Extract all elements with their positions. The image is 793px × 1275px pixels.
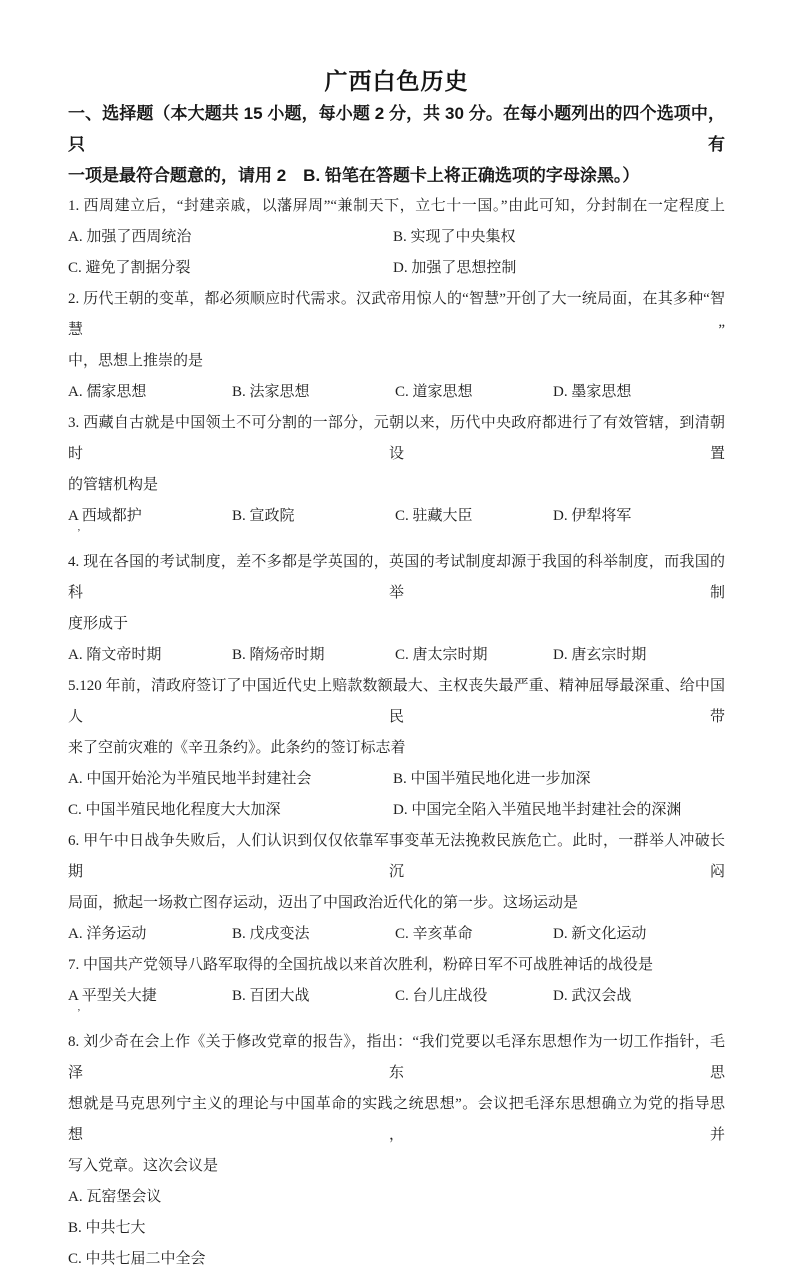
question-8: [68, 1027, 725, 1275]
question-3-stem-line-1: 3. 西藏自古就是中国领土不可分割的一部分，元朝以来，历代中央政府都进行了有效管辖，到清朝时设置: [68, 415, 725, 462]
question-5-options-row-2: [68, 795, 725, 826]
question-7: [68, 950, 725, 1019]
question-4-stem-line-2: 度形成于: [68, 616, 129, 632]
question-3-option-a: A 西域都护: [68, 508, 142, 524]
stray-mark: ’: [77, 1007, 81, 1019]
question-2-option-a: A. 儒家思想: [68, 384, 147, 400]
question-7-option-b: B. 百团大战: [232, 988, 310, 1004]
page-title: 广西白色历史: [324, 68, 469, 94]
question-6: [68, 826, 725, 950]
question-1-options-row-1: [68, 222, 725, 253]
question-4-option-b: B. 隋炀帝时期: [232, 647, 325, 663]
question-5-option-d: D. 中国完全陷入半殖民地半封建社会的深渊: [393, 802, 682, 818]
question-2-option-b: B. 法家思想: [232, 384, 310, 400]
question-1-options-row-2: [68, 253, 725, 284]
question-1-option-a: A. 加强了西周统治: [68, 229, 192, 245]
question-6-option-b: B. 戊戌变法: [232, 926, 310, 942]
question-5-option-a: A. 中国开始沦为半殖民地半封建社会: [68, 771, 312, 787]
question-8-option-b: B. 中共七大: [68, 1220, 146, 1236]
question-2: [68, 284, 725, 408]
stray-mark: ’: [77, 527, 81, 539]
question-7-option-d: D. 武汉会战: [553, 988, 632, 1004]
question-3-options-row: [68, 501, 725, 539]
question-2-stem-line-2: 中，思想上推崇的是: [68, 353, 204, 369]
question-6-option-d: D. 新文化运动: [553, 926, 647, 942]
question-5-stem-line-1: 5.120 年前，清政府签订了中国近代史上赔款数额最大、主权丧失最严重、精神屈辱最深重、给中国人民带: [68, 678, 725, 725]
question-3: [68, 408, 725, 539]
question-7-stem: 7. 中国共产党领导八路军取得的全国抗战以来首次胜利，粉碎日军不可战胜神话的战役是: [68, 957, 654, 973]
question-1-stem: 1. 西周建立后，“封建亲戚，以藩屏周”“兼制天下，立七十一国。”由此可知，分封制在一定程度上: [68, 198, 725, 214]
section-heading-line-2: 一项是最符合题意的，请用 2 B. 铅笔在答题卡上将正确选项的字母涂黑。）: [68, 166, 640, 185]
question-8-options-stack: [68, 1182, 725, 1275]
question-7-option-c: C. 台儿庄战役: [395, 988, 488, 1004]
question-8-stem-line-2: 想就是马克思列宁主义的理论与中国革命的实践之统思想”。会议把毛泽东思想确立为党的指导思想，并: [68, 1096, 725, 1143]
question-6-option-c: C. 辛亥革命: [395, 926, 473, 942]
question-3-stem-line-2: 的管辖机构是: [68, 477, 159, 493]
section-heading: [68, 98, 725, 191]
question-4-option-a: A. 隋文帝时期: [68, 647, 162, 663]
question-6-stem-line-1: 6. 甲午中日战争失败后，人们认识到仅仅依靠军事变革无法挽救民族危亡。此时，一群举人冲破长期沉闷: [68, 833, 725, 880]
question-2-stem-line-1: 2. 历代王朝的变革，都必须顺应时代需求。汉武帝用惊人的“智慧”开创了大一统局面，在其多种“智慧”: [68, 291, 725, 338]
question-8-option-a: A. 瓦窑堡会议: [68, 1189, 162, 1205]
question-8-option-c: C. 中共七届二中全会: [68, 1251, 206, 1267]
question-7-options-row: [68, 981, 725, 1019]
section-heading-line-1: 一、选择题（本大题共 15 小题，每小题 2 分，共 30 分。在每小题列出的四个选项中，只有: [68, 104, 725, 154]
question-6-options-row: [68, 919, 725, 950]
question-4-option-d: D. 唐玄宗时期: [553, 647, 647, 663]
question-5: [68, 671, 725, 826]
question-5-option-c: C. 中国半殖民地化程度大大加深: [68, 802, 281, 818]
question-8-stem-line-1: 8. 刘少奇在会上作《关于修改党章的报告》，指出：“我们党要以毛泽东思想作为一切工作指针，毛泽东思: [68, 1034, 725, 1081]
question-1: [68, 191, 725, 284]
question-8-stem-line-3: 写入党章。这次会议是: [68, 1158, 219, 1174]
question-1-option-c: C. 避免了割据分裂: [68, 260, 191, 276]
question-3-option-b: B. 宣政院: [232, 508, 295, 524]
question-5-options-row-1: [68, 764, 725, 795]
question-4-options-row: [68, 640, 725, 671]
question-2-options-row: [68, 377, 725, 408]
question-2-option-c: C. 道家思想: [395, 384, 473, 400]
question-6-stem-line-2: 局面，掀起一场救亡图存运动，迈出了中国政治近代化的第一步。这场运动是: [68, 895, 579, 911]
question-2-option-d: D. 墨家思想: [553, 384, 632, 400]
question-4-option-c: C. 唐太宗时期: [395, 647, 488, 663]
question-3-option-c: C. 驻藏大臣: [395, 508, 473, 524]
question-3-option-d: D. 伊犁将军: [553, 508, 632, 524]
question-4: [68, 547, 725, 671]
question-6-option-a: A. 洋务运动: [68, 926, 147, 942]
question-7-option-a: A 平型关大捷: [68, 988, 157, 1004]
question-1-option-b: B. 实现了中央集权: [393, 229, 516, 245]
question-5-stem-line-2: 来了空前灾难的《辛丑条约》。此条约的签订标志着: [68, 740, 406, 756]
question-1-option-d: D. 加强了思想控制: [393, 260, 517, 276]
question-5-option-b: B. 中国半殖民地化进一步加深: [393, 771, 591, 787]
question-4-stem-line-1: 4. 现在各国的考试制度，差不多都是学英国的，英国的考试制度却源于我国的科举制度，而我国的科举制: [68, 554, 725, 601]
